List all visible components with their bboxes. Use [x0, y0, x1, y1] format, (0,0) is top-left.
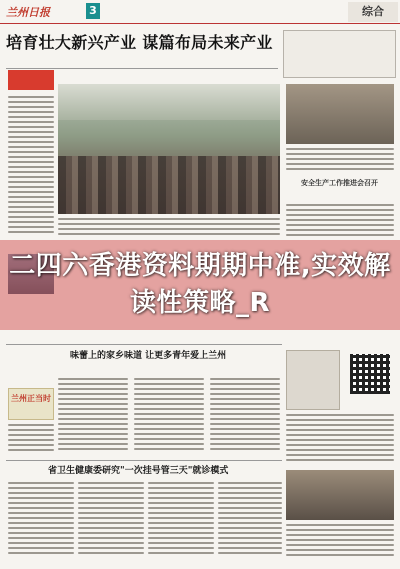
qr-code-icon	[350, 354, 390, 394]
photo-crowd	[58, 156, 280, 214]
red-label-text	[10, 72, 54, 88]
right-text-3	[286, 414, 394, 464]
page-number-badge: 3	[86, 3, 100, 19]
overlay-banner-text: 二四六香港资料期期中准,实效解读性策略_R	[9, 251, 391, 318]
right-block-title	[287, 178, 392, 200]
header-meta	[212, 6, 312, 14]
lower-text-col-4	[218, 482, 282, 564]
mid-divider	[6, 344, 282, 345]
headline-divider	[6, 68, 278, 69]
mid-text-col-3	[210, 378, 280, 458]
page-header	[0, 0, 400, 24]
main-news-photo	[58, 84, 280, 214]
lower-text-col-3	[148, 482, 214, 564]
lower-headline: 省卫生健康委研究"一次挂号管三天"就诊模式	[48, 466, 229, 476]
right-photo-3	[286, 470, 394, 520]
section-tag: 综合	[348, 2, 398, 22]
right-text-1	[286, 148, 394, 176]
mid-text-col-left	[8, 424, 54, 458]
right-block-title-line2: 安全生产工作推进会召开	[301, 178, 378, 187]
right-photo-2	[286, 350, 340, 410]
text-column-left	[8, 96, 54, 246]
mid-headline: 味蕾上的家乡味道 让更多青年爱上兰州	[70, 351, 227, 361]
main-subheadline	[10, 56, 272, 66]
right-text-4	[286, 524, 394, 564]
mid-subheadline	[86, 364, 276, 374]
lower-text-col-1	[8, 482, 74, 564]
photo-roof	[58, 84, 280, 120]
lower-divider	[6, 460, 282, 461]
right-top-title	[287, 34, 392, 74]
main-headline: 培育壮大新兴产业 谋篇布局未来产业	[6, 33, 273, 52]
right-text-2	[286, 204, 394, 240]
newspaper-logo: 兰州日报	[6, 6, 50, 19]
subscribe-title	[287, 333, 395, 345]
mid-text-col-1	[58, 378, 128, 458]
mid-text-col-2	[134, 378, 204, 458]
right-column-photo	[286, 84, 394, 144]
lower-text-col-2	[78, 482, 144, 564]
lanzhou-tag: 兰州正当时	[11, 393, 51, 403]
text-column-under-photo	[58, 218, 280, 238]
